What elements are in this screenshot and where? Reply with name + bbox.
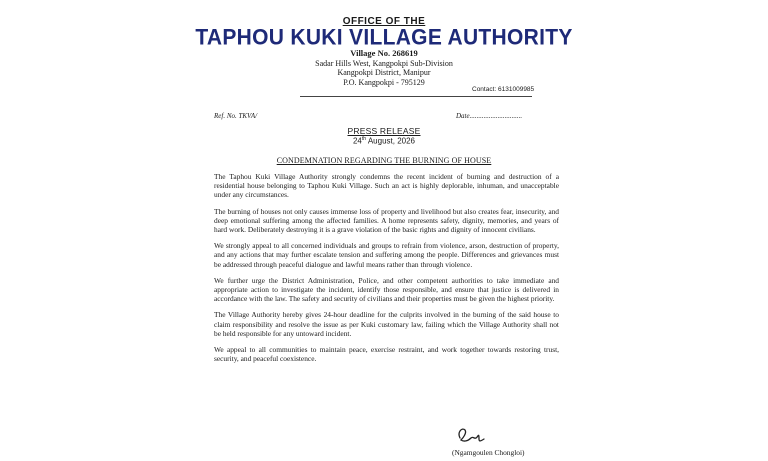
village-number: Village No. 268619 bbox=[350, 48, 418, 58]
date-rest: August, 2026 bbox=[366, 136, 415, 146]
letterhead-divider bbox=[300, 96, 532, 97]
press-release-body bbox=[214, 172, 559, 370]
press-release-title: PRESS RELEASE bbox=[347, 126, 421, 136]
handwritten-signature bbox=[454, 424, 488, 446]
authority-title: TAPHOU KUKI VILLAGE AUTHORITY bbox=[195, 25, 573, 50]
contact-number: Contact: 6131009985 bbox=[472, 86, 535, 93]
letterhead-address bbox=[0, 49, 768, 87]
paragraph-2: The burning of houses not only causes immense loss of property and livelihood but also creates fear, insecurity, and deep emotional suffering among the affected families. A home represents safety, dignity, memories, and years of hard work. Deliberately destroying it is a grave violation of the basic rights and dignity of innocent civilians. bbox=[214, 206, 559, 235]
address-line-3: P.O. Kangpokpi - 795129 bbox=[343, 77, 425, 87]
signer-name: (Ngamgoulen Chongloi) bbox=[452, 448, 525, 457]
paragraph-4: We further urge the District Administration, Police, and other competent authorities to take immediate and appropriate action to investigate the incident, identify those responsible, and ensure that justice is delivered in accordance with the law. The safety and security of civilians and their properties must be given the highest priority. bbox=[214, 275, 559, 304]
paragraph-3: We strongly appeal to all concerned individuals and groups to refrain from violence, arson, destruction of property, and any actions that may further escalate tension and suffering among the people. Differences and grievances must be addressed through peaceful dialogue and lawful means rather than through violence. bbox=[214, 241, 559, 269]
office-of-heading: OFFICE OF THE bbox=[342, 16, 426, 27]
reference-number: Ref. No. TKVA/ bbox=[214, 112, 258, 120]
paragraph-6: We appeal to all communities to maintain peace, exercise restraint, and work together towards restoring trust, security, and peaceful coexistence. bbox=[214, 345, 559, 364]
press-release-date bbox=[0, 136, 768, 146]
date-field: Date.............................. bbox=[456, 112, 523, 120]
date-suffix: th bbox=[361, 136, 367, 142]
address-line-1: Sadar Hills West, Kangpokpi Sub-Division bbox=[315, 58, 453, 68]
subject-heading: CONDEMNATION REGARDING THE BURNING OF HOUSE bbox=[276, 156, 492, 165]
address-line-2: Kangpokpi District, Manipur bbox=[337, 68, 431, 78]
paragraph-1: The Taphou Kuki Village Authority strongly condemns the recent incident of burning and destruction of a residential house belonging to Taphou Kuki Village. Such an act is highly deplorable, inhuman, and unacceptable under any circumstances. bbox=[214, 172, 559, 200]
date-day: 24 bbox=[352, 136, 362, 146]
paragraph-5: The Village Authority hereby gives 24-hour deadline for the culprits involved in the burning of the said house to claim responsibility and resolve the issue as per Kuki customary law, failing which the Village Authority shall not be held responsible for any untoward incident. bbox=[214, 310, 559, 338]
